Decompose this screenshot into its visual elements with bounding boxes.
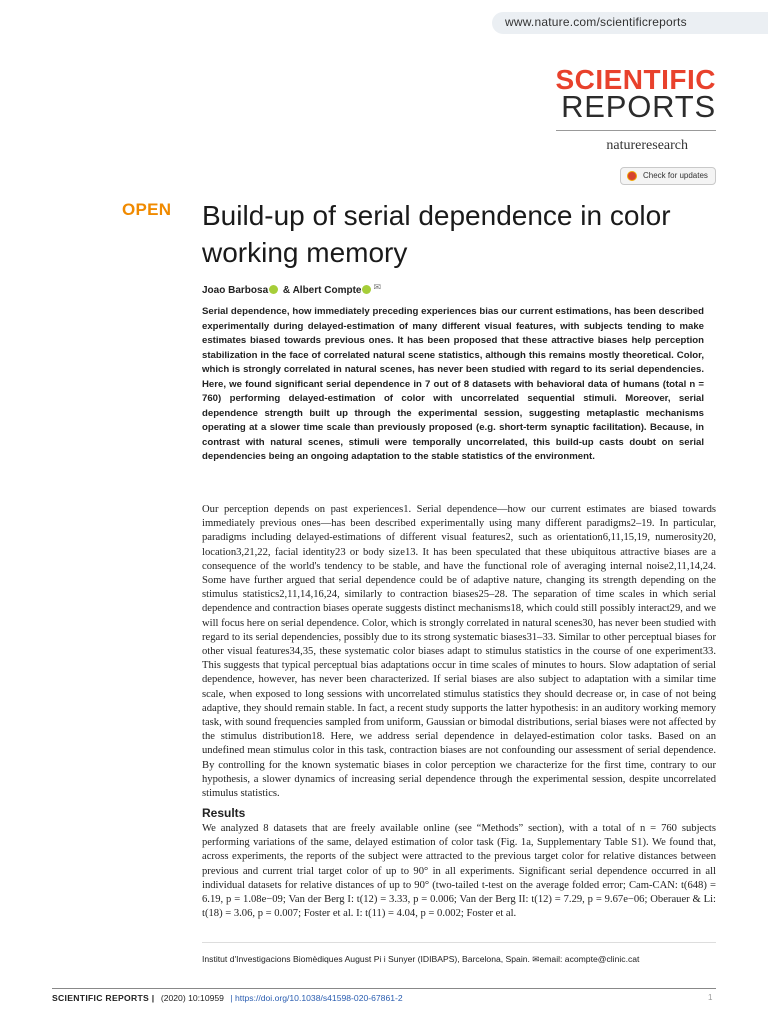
author-list (202, 282, 381, 296)
author-separator: & (280, 285, 293, 296)
footer-divider (52, 988, 716, 989)
journal-url[interactable]: www.nature.com/scientificreports (505, 15, 687, 29)
journal-logo-line1: SCIENTIFIC (555, 64, 716, 95)
affiliation: Institut d'Investigacions Biomèdiques August Pi i Sunyer (IDIBAPS), Barcelona, Spain. ✉email: acompte@clinic.cat (202, 954, 640, 964)
orcid-icon[interactable] (269, 285, 278, 294)
publisher-name: natureresearch (606, 138, 688, 153)
author-name[interactable]: Joao Barbosa (202, 285, 269, 296)
author-name[interactable]: Albert Compte (292, 285, 362, 296)
affiliation-divider (202, 942, 716, 943)
article-title: Build-up of serial dependence in color working memory (202, 200, 671, 268)
results-heading: Results (202, 806, 246, 820)
results-paragraph: We analyzed 8 datasets that are freely available online (see “Methods” section), with a total of n = 760 subjects performing variations of the same, delayed estimation of color task (Fig. 1a, Supplementary Table S1). We found that, across experiments, the reports of the subject were attracted to the previous target color for relative distances between previous and current trial target color of up to 90° in all experiments. Significant serial dependence occurred in all individual datasets for relative distances of up to 90° (two-tailed t-test on the average folded error; Cam-CAN: t(648) = 6.19, p = 1.08e−09; Van der Berg I: t(12) = 3.33, p = 0.006; Van der Berg II: t(12) = 7.29, p = 9.67e−06; Oberauer & Li: t(18) = 3.06, p = 0.007; Foster et al. I: t(11) = 4.04, p = 0.002; Foster et al. (202, 823, 716, 920)
introduction-paragraph: Our perception depends on past experiences1. Serial dependence—how our current estimates are biased towards immediately previous ones—has been described experimentally using many different paradigms2–19. In particular, paradigms including delayed-estimations of different visual features2, such as orientation6,11,15,19, numerosity20, location3,21,22, facial identity23 or body size13. It has been speculated that these ubiquitous attractive biases are a consequence of the world's tendency to be stable, and have the functional role of averaging internal noise2,11,14,24. Some have further argued that serial dependence could be of adaptive nature, changing its strength depending on the stimulus statistics2,11,14,16,24, similarly to contraction biases25–28. The separation of time scales in which serial dependence and contraction biases operate suggests distinct mechanisms18, which could still possibly interact29, and we will focus here on serial dependence. Color, which is strongly correlated in natural scenes30, has never been studied with regard to its serial dependencies, possibly due to its strong systematic biases31–33. Similar to other perceptual biases for other visual features34,35, these systematic color biases adapt to stimulus statistics in the course of one experiment33. This suggests that typical perceptual bias adaptations occur in time scales of minutes to hours. Slow adaptation of serial dependence, however, has never been characterized. If serial biases are also subject to adaptation with a similar time scale, when exposed to long sessions with uncorrelated stimulus statistics they should decrease or, in case of not being adaptive, they should remain stable. In fact, a recent study supports the latter hypothesis: in an auditory working memory task, with sound frequencies sampled from uniform, Gaussian or bimodal distributions, serial biases were not affected by the stimulus distribution18. Here, we address serial dependence in delayed-estimation color tasks. Based on an undefined mean stimulus color in this task, contraction biases are not confounding our assessment of serial dependence. By controlling for the known systematic biases in color perception we characterize for the first time, contrary to our hypothesis, a slower dynamics of increasing serial dependence through the experimental session, despite uncorrelated stimulus statistics. (202, 504, 716, 800)
crossmark-icon (627, 171, 637, 181)
envelope-icon[interactable]: ✉ (373, 282, 382, 292)
check-for-updates-label: Check for updates (643, 171, 708, 180)
abstract: Serial dependence, how immediately preceding experiences bias our current estimations, has been described experimentally during delayed-estimation of many different visual features, with subjects tending to make estimates biased towards previous ones. It has been proposed that these attractive biases help perception stabilization in the face of correlated natural scene statistics, although this remains mostly theoretical. Color, which is strongly correlated in natural scenes, has never been studied with regard to its serial dependencies. Here, we found significant serial dependence in 7 out of 8 datasets with behavioral data of humans (total n = 760) performing delayed-estimation of color with uncorrelated sequential stimuli. Moreover, serial dependence strength built up through the experimental session, suggesting metaplastic mechanisms operating at a slower time scale than previously proposed (e.g. short-term synaptic facilitation). Because, in contrast with natural scenes, stimuli were temporally uncorrelated, this build-up casts doubt on serial dependencies being an ongoing adaptation to the stable statistics of the environment. (202, 306, 704, 462)
page-number: 1 (708, 993, 713, 1002)
journal-url-banner[interactable] (492, 12, 768, 34)
doi-link[interactable]: | https://doi.org/10.1038/s41598-020-67861-2 (230, 993, 403, 1003)
orcid-icon[interactable] (362, 285, 371, 294)
open-access-label: OPEN (122, 200, 172, 219)
footer (52, 993, 403, 1003)
check-for-updates-button[interactable] (620, 167, 716, 185)
footer-journal: SCIENTIFIC REPORTS | (52, 993, 155, 1003)
journal-logo-line2: REPORTS (561, 89, 716, 124)
footer-citation: (2020) 10:10959 (160, 993, 224, 1003)
logo-divider (556, 130, 716, 131)
